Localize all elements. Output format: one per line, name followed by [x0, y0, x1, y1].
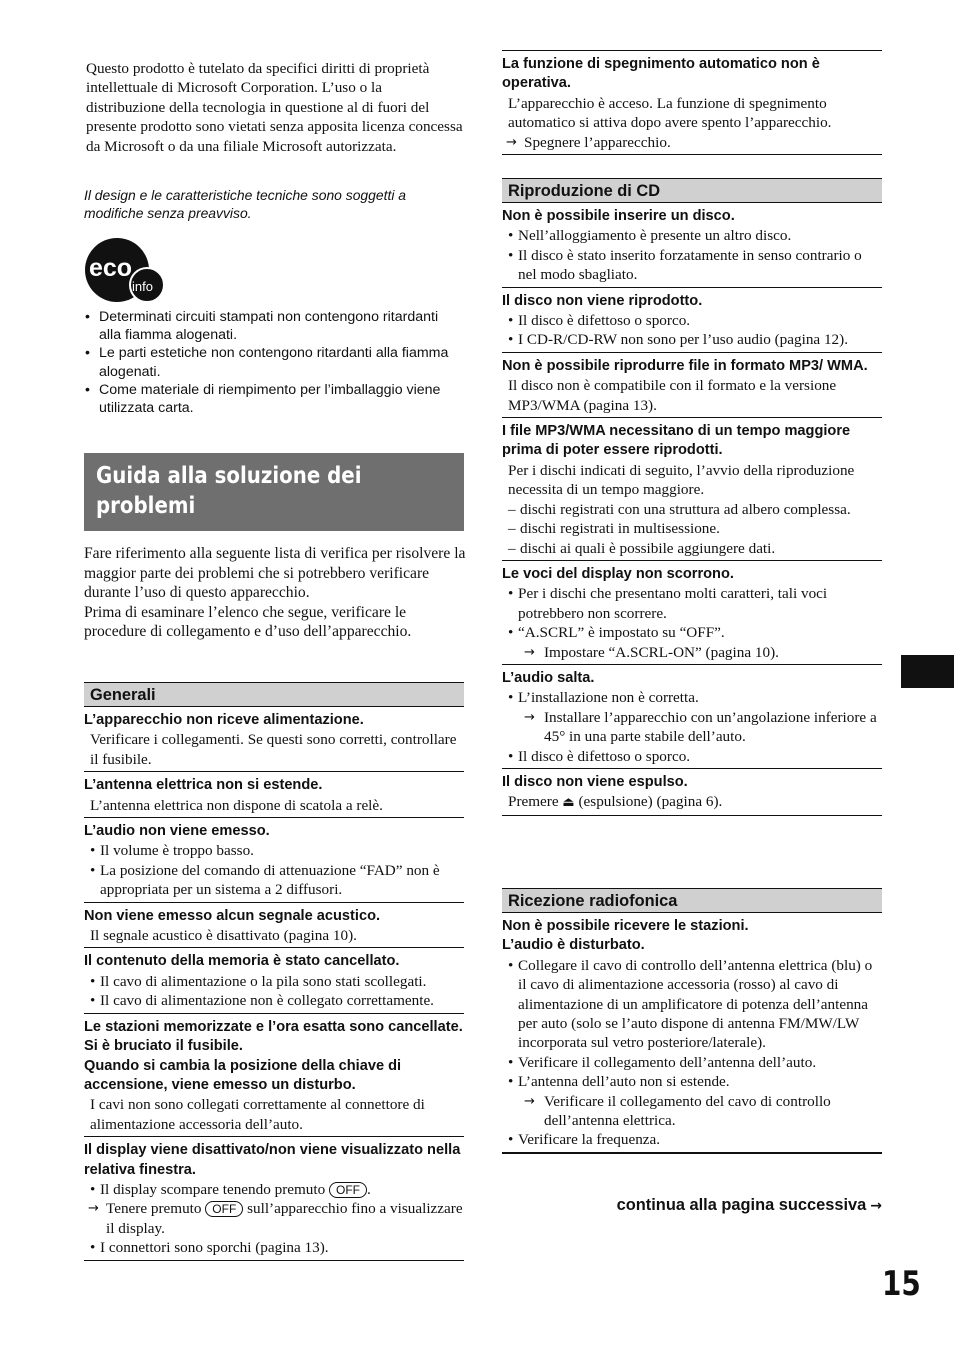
trouble-item: [502, 561, 882, 665]
trouble-item: [502, 665, 882, 769]
problem: Le stazioni memorizzate e l’ora esatta sono cancellate.: [84, 1018, 463, 1035]
trouble-item: [84, 903, 464, 949]
lead-paragraph: Fare riferimento alla seguente lista di verifica per risolvere la maggior parte dei problemi che si potrebbero verificare durante l’uso di questo apparecchio.: [84, 545, 466, 602]
problem: La funzione di spegnimento automatico non è operativa.: [502, 56, 820, 92]
remedy: → Spegnere l’apparecchio.: [502, 133, 882, 152]
eco-word: eco: [89, 254, 133, 282]
section-heading: Riproduzione di CD: [502, 178, 882, 203]
trouble-item: [502, 353, 882, 418]
chapter-title: [84, 453, 464, 531]
trouble-item: [84, 707, 464, 772]
remedy-text: Tenere premuto: [106, 1200, 202, 1218]
eco-item: • Come materiale di riempimento per l’imballaggio viene utilizzata carta.: [84, 381, 464, 417]
continue-text: continua alla pagina successiva: [616, 1196, 867, 1214]
problem: Le voci del display non scorrono.: [502, 565, 734, 582]
cause: • I CD-R/CD-RW non sono per l’uso audio (pagina 12).: [502, 330, 882, 349]
page-number: 15: [882, 1264, 921, 1304]
problem: I file MP3/WMA necessitano di un tempo maggiore prima di poter essere riprodotti.: [502, 423, 851, 459]
remedy: → Impostare “A.SCRL-ON” (pagina 10).: [502, 643, 882, 662]
problem: Il display viene disattivato/non viene visualizzato nella relativa finestra.: [84, 1142, 461, 1178]
cause: [84, 1180, 464, 1199]
eco-list: [84, 308, 464, 417]
chapter-title-line1: Guida alla soluzione dei: [96, 463, 362, 489]
trouble-item: [502, 203, 882, 288]
case: – dischi registrati in multisessione.: [502, 519, 882, 538]
off-key-icon: OFF: [329, 1182, 367, 1198]
section-heading: Generali: [84, 682, 464, 707]
problem: Si è bruciato il fusibile.: [84, 1038, 243, 1055]
eco-item: • Determinati circuiti stampati non contengono ritardanti alla fiamma alogenati.: [84, 308, 464, 344]
cause: • L’installazione non è corretta.: [502, 688, 882, 707]
trouble-item: [502, 418, 882, 561]
trouble-item: [502, 50, 882, 155]
radio-section: [502, 888, 882, 1154]
solution-text: Premere: [508, 793, 559, 811]
eco-item: • Le parti estetiche non contengono ritardanti alla fiamma alogenati.: [84, 344, 464, 380]
cause: • Il volume è troppo basso.: [84, 841, 464, 860]
cause: • Nell’alloggiamento è presente un altro disco.: [502, 226, 882, 245]
solution-text: (espulsione) (pagina 6).: [578, 793, 723, 811]
lead-paragraph: Prima di esaminare l’elenco che segue, verificare le procedure di collegamento e d’uso dell’apparecchio.: [84, 603, 412, 641]
cause: • L’antenna dell’auto non si estende.: [502, 1072, 882, 1091]
eco-sub: info: [132, 279, 153, 294]
cause: • Per i dischi che presentano molti caratteri, tali voci potrebbero non scorrere.: [502, 584, 882, 623]
eject-icon: ⏏: [562, 795, 575, 811]
trouble-item: [84, 1014, 464, 1137]
solution: Il segnale acustico è disattivato (pagina 10).: [90, 927, 357, 945]
trouble-item: [502, 913, 882, 1154]
problem: Il disco non viene espulso.: [502, 773, 688, 790]
cause: • Verificare la frequenza.: [502, 1130, 882, 1149]
arrow-right-icon: →: [870, 1198, 882, 1214]
problem: L’audio non viene emesso.: [84, 823, 270, 840]
lead-text: [84, 544, 466, 642]
cause-text: .: [367, 1180, 371, 1198]
remedy-text: sull’apparecchio fino a visualizzare il display.: [106, 1200, 463, 1237]
spegnimento-block: [502, 50, 882, 155]
cause: • “A.SCRL” è impostato su “OFF”.: [502, 623, 882, 642]
case: – dischi ai quali è possibile aggiungere dati.: [502, 539, 882, 558]
design-note: Il design e le caratteristiche tecniche sono soggetti a modifiche senza preavviso.: [84, 187, 406, 221]
cause: • Collegare il cavo di controllo dell’antenna elettrica (blu) o il cavo di alimentazione accessoria (rosso) al cavo di alimentazione di un amplificatore di potenza dell’antenna per auto (solo se l’auto dispone di antenna FM/MW/LW incorporata sul vetro posteriore/laterale).: [502, 956, 882, 1053]
solution: [502, 792, 882, 812]
continue-note: [502, 1195, 882, 1216]
generali-section: [84, 682, 464, 1261]
case: – dischi registrati con una struttura ad albero complessa.: [502, 500, 882, 519]
remedy: → Installare l’apparecchio con un’angolazione inferiore a 45° in una parte stabile dell’auto.: [502, 708, 882, 747]
remedy: [84, 1199, 464, 1238]
off-key-icon: OFF: [205, 1201, 243, 1217]
trouble-item: [502, 769, 882, 816]
solution: Verificare i collegamenti. Se questi sono corretti, controllare il fusibile.: [90, 731, 457, 768]
problem: L’audio è disturbato.: [502, 937, 645, 954]
eco-info-logo: [84, 237, 164, 303]
solution: L’antenna elettrica non dispone di scatola a relè.: [90, 796, 383, 814]
cause: • Il cavo di alimentazione o la pila sono stati scollegati.: [84, 972, 464, 991]
problem: Non è possibile riprodurre file in formato MP3/ WMA.: [502, 357, 868, 374]
problem: L’antenna elettrica non si estende.: [84, 777, 323, 794]
cause-text: Il display scompare tenendo premuto: [100, 1180, 326, 1198]
cause: • Il disco è stato inserito forzatamente in senso contrario o nel modo sbagliato.: [502, 246, 882, 285]
remedy: → Verificare il collegamento del cavo di controllo dell’antenna elettrica.: [502, 1092, 882, 1131]
microsoft-notice: Questo prodotto è tutelato da specifici diritti di proprietà intellettuale di Microsoft Corporation. L’uso o la distribuzione della tecnologia in questione al di fuori del presente prodotto sono vietati senza apposita licenza concessa da Microsoft o da una filiale Microsoft autorizzata.: [86, 60, 463, 155]
cause: • La posizione del comando di attenuazione “FAD” non è appropriata per un sistema a 2 diffusori.: [84, 861, 464, 900]
cause: • Il cavo di alimentazione non è collegato correttamente.: [84, 991, 464, 1010]
trouble-item: [502, 288, 882, 353]
section-heading: Ricezione radiofonica: [502, 888, 882, 913]
cd-section: [502, 178, 882, 816]
trouble-item: [84, 1137, 464, 1260]
chapter-title-line2: problemi: [96, 493, 196, 519]
problem: L’apparecchio non riceve alimentazione.: [84, 712, 364, 728]
problem: Non è possibile inserire un disco.: [502, 208, 735, 224]
cause: • Il disco è difettoso o sporco.: [502, 311, 882, 330]
problem: Il disco non viene riprodotto.: [502, 292, 703, 309]
trouble-item: [84, 818, 464, 903]
problem: Il contenuto della memoria è stato cancellato.: [84, 953, 400, 970]
solution: L’apparecchio è acceso. La funzione di spegnimento automatico si attiva dopo avere spento l’apparecchio.: [508, 94, 832, 132]
cause: • I connettori sono sporchi (pagina 13).: [84, 1238, 464, 1257]
trouble-item: [84, 772, 464, 818]
problem: Non è possibile ricevere le stazioni.: [502, 918, 749, 934]
solution: Il disco non è compatibile con il formato e la versione MP3/WMA (pagina 13).: [508, 377, 837, 414]
language-tab-marker: [901, 655, 954, 688]
problem: Non viene emesso alcun segnale acustico.: [84, 907, 381, 924]
trouble-item: [84, 948, 464, 1013]
solution: Per i dischi indicati di seguito, l’avvio della riproduzione necessita di un tempo maggiore.: [508, 461, 855, 499]
cause: • Verificare il collegamento dell’antenna dell’auto.: [502, 1053, 882, 1072]
cause: • Il disco è difettoso o sporco.: [502, 747, 882, 766]
problem: L’audio salta.: [502, 669, 595, 686]
problem: Quando si cambia la posizione della chiave di accensione, viene emesso un disturbo.: [84, 1057, 402, 1093]
solution: I cavi non sono collegati correttamente al connettore di alimentazione accessoria dell’auto.: [90, 1096, 425, 1133]
